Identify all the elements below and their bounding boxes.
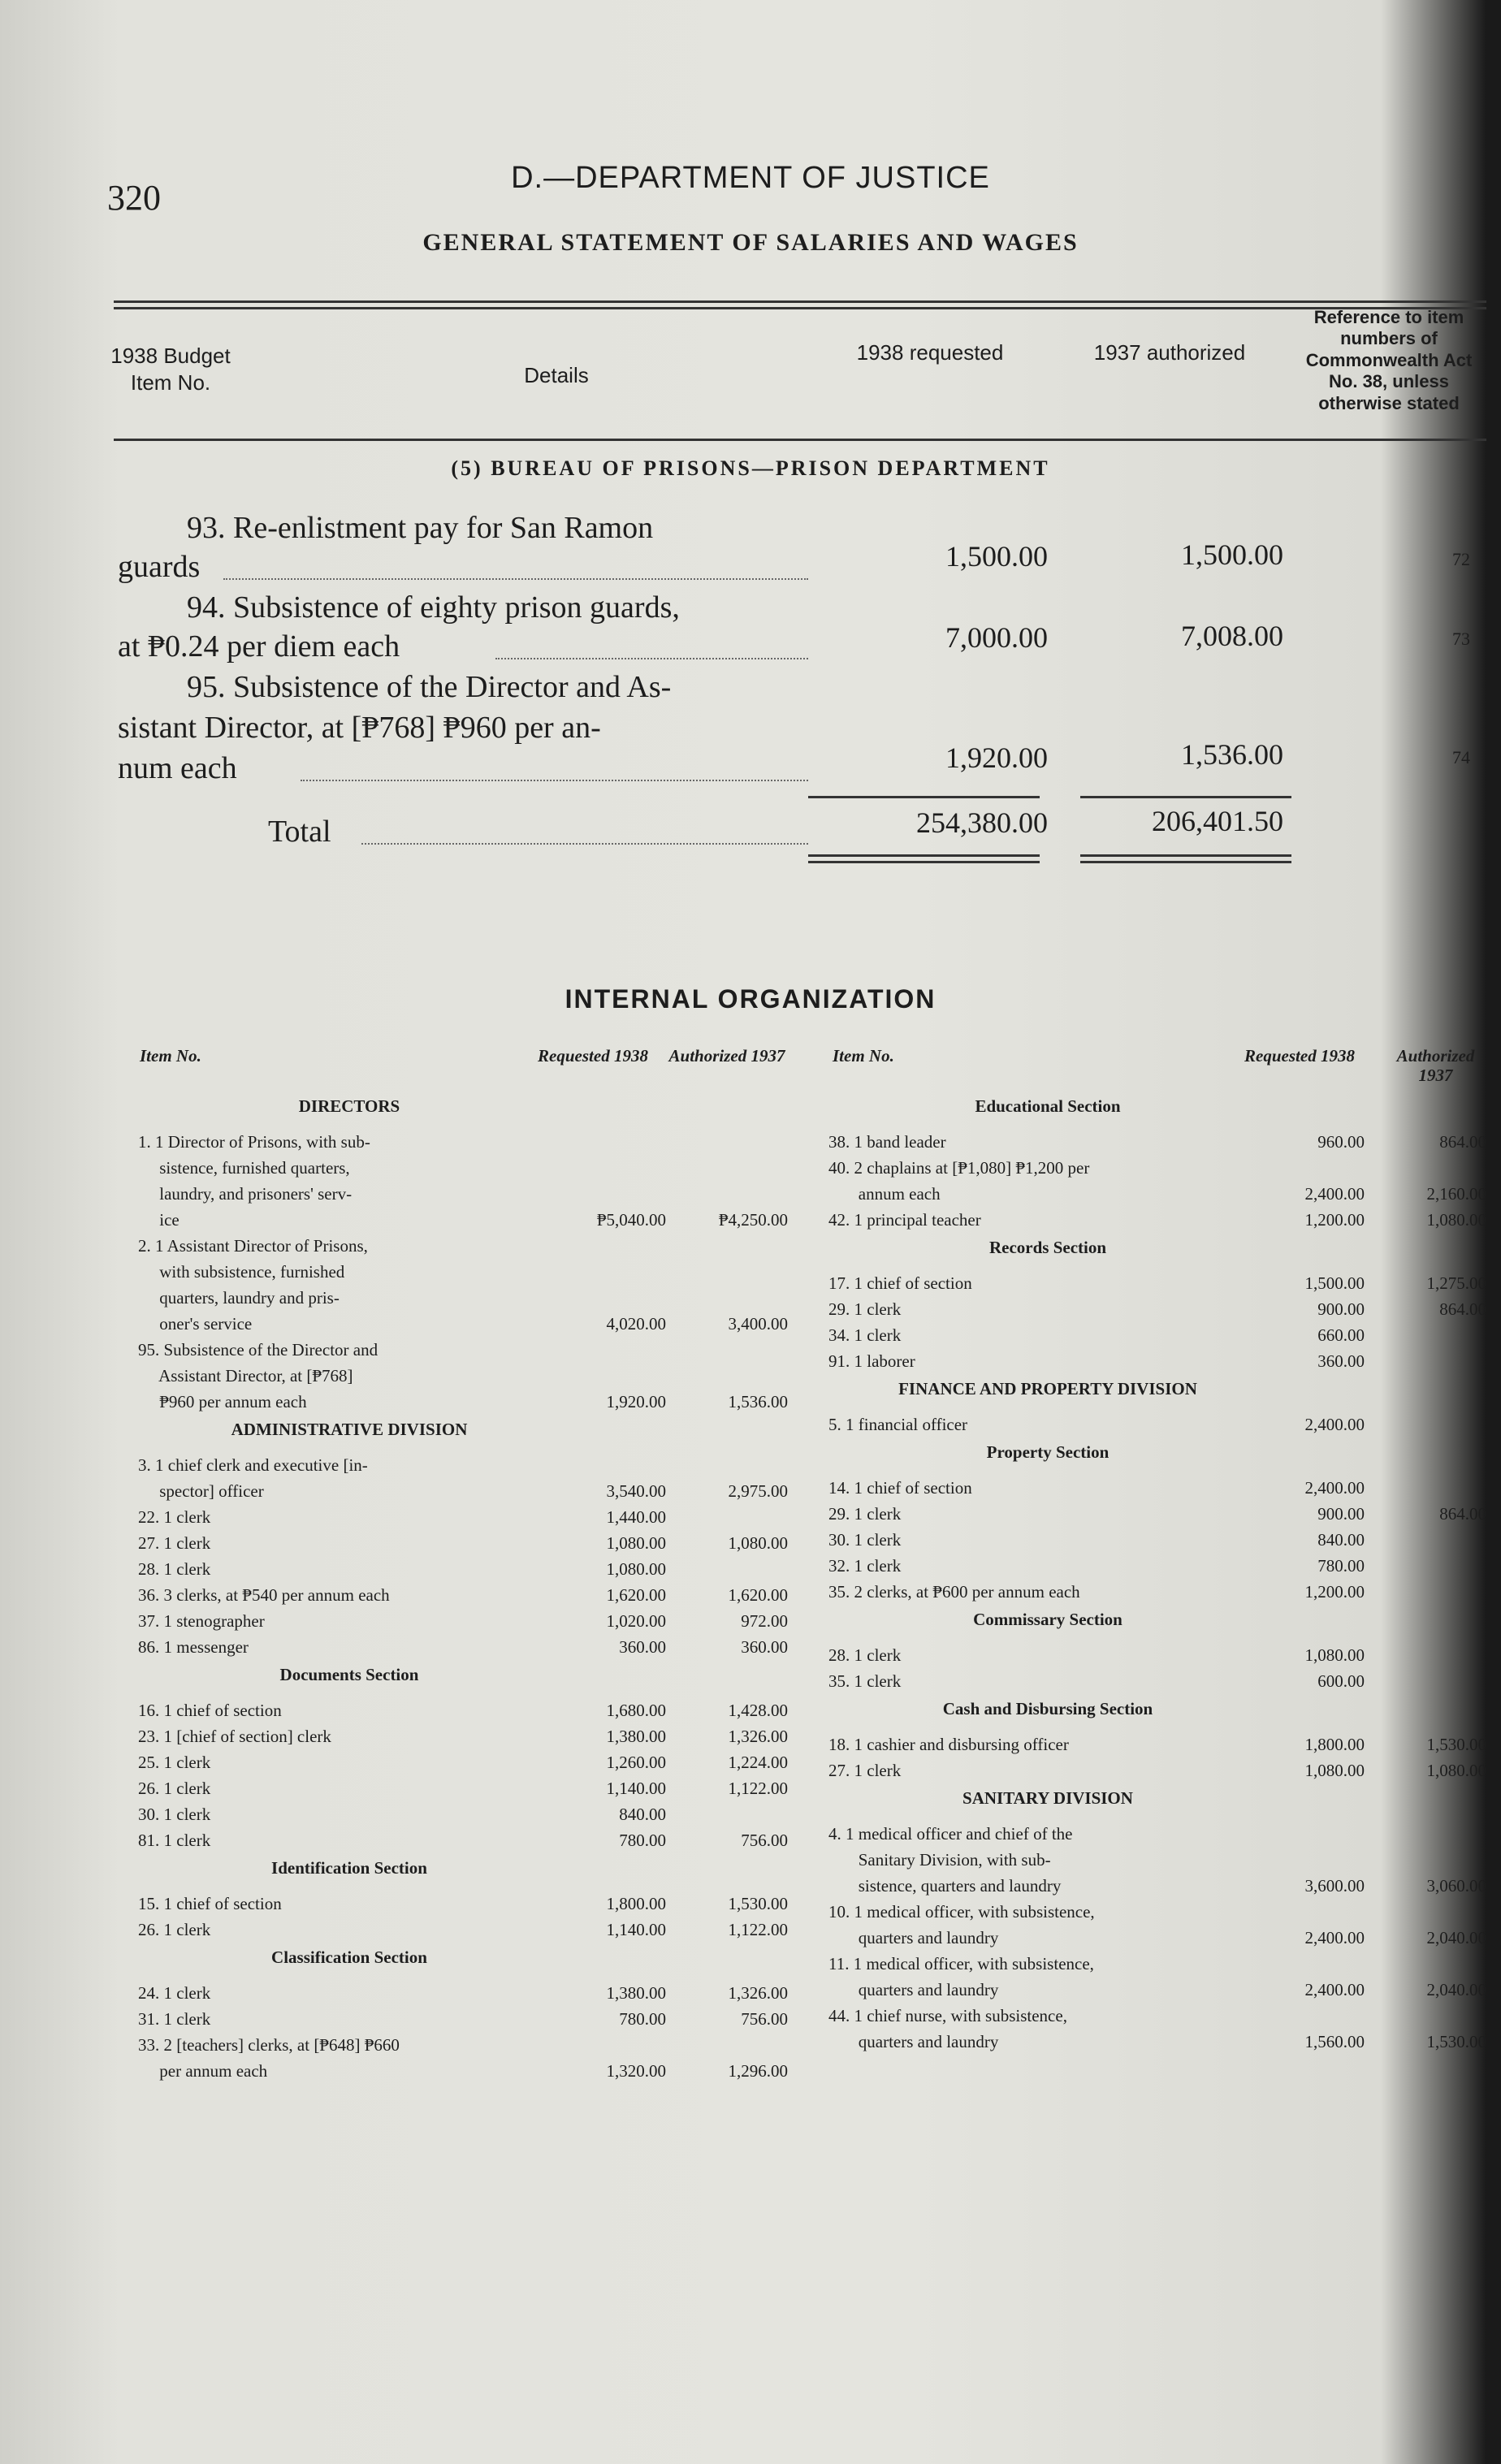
org-row-authorized: 1,122.00 bbox=[728, 1779, 788, 1798]
item-94-line2: at ₱0.24 per diem each bbox=[118, 629, 400, 664]
org-row-text: 26. 1 clerk bbox=[138, 1920, 211, 1939]
org-row-text: annum each bbox=[828, 1184, 941, 1204]
org-row-requested: 360.00 bbox=[1317, 1351, 1365, 1371]
org-row-requested: 1,080.00 bbox=[606, 1559, 666, 1579]
section-heading: FINANCE AND PROPERTY DIVISION bbox=[898, 1379, 1197, 1398]
org-row bbox=[138, 1582, 796, 1608]
org-row-text: 30. 1 clerk bbox=[828, 1530, 902, 1550]
org-row-authorized: 1,326.00 bbox=[728, 1983, 788, 2003]
section-heading: ADMINISTRATIVE DIVISION bbox=[231, 1420, 468, 1439]
org-row-text: 14. 1 chief of section bbox=[828, 1478, 972, 1498]
org-row-text: quarters, laundry and pris- bbox=[138, 1288, 340, 1308]
org-row-text: with subsistence, furnished bbox=[138, 1262, 345, 1282]
org-row-text: 42. 1 principal teacher bbox=[828, 1210, 981, 1230]
org-row-text: 34. 1 clerk bbox=[828, 1325, 902, 1345]
org-row bbox=[138, 1285, 796, 1311]
org-row-requested: 780.00 bbox=[619, 2009, 666, 2029]
internal-right-column bbox=[828, 1092, 1490, 2196]
org-row-authorized: 1,536.00 bbox=[728, 1392, 788, 1411]
org-row bbox=[828, 1951, 1495, 1977]
org-row-text: 11. 1 medical officer, with subsistence, bbox=[828, 1954, 1094, 1973]
item-94-authorized: 7,008.00 bbox=[1181, 620, 1283, 652]
org-row bbox=[138, 1311, 796, 1337]
org-row-requested: 1,140.00 bbox=[606, 1779, 666, 1798]
org-row bbox=[828, 1821, 1495, 1847]
org-row bbox=[828, 1348, 1495, 1374]
org-row bbox=[828, 1501, 1495, 1527]
org-row-requested: 1,500.00 bbox=[1304, 1273, 1365, 1293]
org-row bbox=[828, 1270, 1495, 1296]
total-leader bbox=[361, 843, 808, 845]
org-row bbox=[138, 1478, 796, 1504]
section-heading: Identification Section bbox=[271, 1858, 427, 1878]
org-row-text: 26. 1 clerk bbox=[138, 1779, 211, 1798]
section-heading: Cash and Disbursing Section bbox=[942, 1699, 1153, 1718]
org-row-text: 81. 1 clerk bbox=[138, 1831, 211, 1850]
org-row-text: quarters and laundry bbox=[828, 2032, 999, 2051]
org-row-text: quarters and laundry bbox=[828, 1980, 999, 1999]
org-row bbox=[828, 1899, 1495, 1925]
org-row-requested: 2,400.00 bbox=[1304, 1415, 1365, 1434]
total-double-rule-auth-2 bbox=[1080, 861, 1291, 863]
org-row-authorized: 1,296.00 bbox=[728, 2061, 788, 2081]
org-row-requested: 900.00 bbox=[1317, 1504, 1365, 1524]
internal-organization-title: INTERNAL ORGANIZATION bbox=[564, 984, 937, 1014]
right-col-item-header: Item No. bbox=[833, 1046, 894, 1066]
left-col-item-header: Item No. bbox=[140, 1046, 201, 1066]
item-93-requested: 1,500.00 bbox=[945, 540, 1048, 573]
subtotal-rule-auth bbox=[1080, 796, 1291, 798]
org-row bbox=[828, 1847, 1495, 1873]
page-number: 320 bbox=[107, 178, 161, 218]
org-row-authorized: ₱4,250.00 bbox=[718, 1210, 788, 1230]
org-row-text: Sanitary Division, with sub- bbox=[828, 1850, 1051, 1870]
org-row bbox=[138, 1155, 796, 1181]
org-row-authorized: 1,275.00 bbox=[1426, 1273, 1486, 1293]
org-row bbox=[138, 2058, 796, 2084]
org-row-requested: 2,400.00 bbox=[1304, 1928, 1365, 1947]
org-row-requested: 1,320.00 bbox=[606, 2061, 666, 2081]
item-93-line2: guards bbox=[118, 550, 201, 584]
header-rule-top-2 bbox=[114, 307, 1486, 309]
org-row-requested: 1,080.00 bbox=[1304, 1761, 1365, 1780]
total-double-rule-req-1 bbox=[808, 854, 1040, 857]
section-heading: Classification Section bbox=[271, 1947, 427, 1967]
org-row bbox=[138, 1363, 796, 1389]
org-row bbox=[828, 1296, 1495, 1322]
org-row bbox=[138, 1827, 796, 1853]
org-row-requested: 1,200.00 bbox=[1304, 1210, 1365, 1230]
org-row-text: spector] officer bbox=[138, 1481, 264, 1501]
org-row-requested: 840.00 bbox=[619, 1805, 666, 1824]
right-col-authorized-header: Authorized 1937 bbox=[1396, 1046, 1475, 1085]
department-title: D.—DEPARTMENT OF JUSTICE bbox=[511, 161, 990, 195]
org-row-text: 23. 1 [chief of section] clerk bbox=[138, 1727, 331, 1746]
org-row-text: 27. 1 clerk bbox=[828, 1761, 902, 1780]
org-row-text: 32. 1 clerk bbox=[828, 1556, 902, 1576]
org-row-text: 30. 1 clerk bbox=[138, 1805, 211, 1824]
org-row bbox=[828, 1553, 1495, 1579]
org-row-text: 16. 1 chief of section bbox=[138, 1701, 282, 1720]
org-row-authorized: 360.00 bbox=[741, 1637, 788, 1657]
org-row-authorized: 756.00 bbox=[741, 1831, 788, 1850]
org-row bbox=[138, 1129, 796, 1155]
org-row-authorized: 1,080.00 bbox=[728, 1533, 788, 1553]
org-row-text: 37. 1 stenographer bbox=[138, 1611, 265, 1631]
org-row-text: 31. 1 clerk bbox=[138, 2009, 211, 2029]
org-row bbox=[138, 1801, 796, 1827]
org-row-text: 38. 1 band leader bbox=[828, 1132, 946, 1152]
org-row-authorized: 1,080.00 bbox=[1426, 1210, 1486, 1230]
org-row bbox=[138, 1337, 796, 1363]
org-row-requested: 1,200.00 bbox=[1304, 1582, 1365, 1602]
item-93-authorized: 1,500.00 bbox=[1181, 538, 1283, 571]
org-row bbox=[828, 1731, 1495, 1757]
org-row-authorized: 1,326.00 bbox=[728, 1727, 788, 1746]
org-row-requested: 1,140.00 bbox=[606, 1920, 666, 1939]
org-row-text: 86. 1 messenger bbox=[138, 1637, 249, 1657]
org-row-requested: 2,400.00 bbox=[1304, 1184, 1365, 1204]
org-row-text: 28. 1 clerk bbox=[138, 1559, 211, 1579]
org-row-requested: 2,400.00 bbox=[1304, 1478, 1365, 1498]
total-label: Total bbox=[268, 815, 331, 849]
org-row-requested: 660.00 bbox=[1317, 1325, 1365, 1345]
org-row-authorized: 2,040.00 bbox=[1426, 1980, 1486, 1999]
org-row-requested: 1,380.00 bbox=[606, 1727, 666, 1746]
org-row-requested: 1,920.00 bbox=[606, 1392, 666, 1411]
org-row-requested: 360.00 bbox=[619, 1637, 666, 1657]
org-row bbox=[828, 2003, 1495, 2029]
org-row-requested: 2,400.00 bbox=[1304, 1980, 1365, 1999]
org-row-requested: 1,800.00 bbox=[606, 1894, 666, 1913]
org-row bbox=[138, 2006, 796, 2032]
org-row-authorized: 1,530.00 bbox=[1426, 2032, 1486, 2051]
org-row-text: ice bbox=[138, 1210, 180, 1230]
org-row-text: 28. 1 clerk bbox=[828, 1645, 902, 1665]
total-authorized: 206,401.50 bbox=[1152, 805, 1283, 837]
org-row-requested: 3,600.00 bbox=[1304, 1876, 1365, 1896]
section-heading: Property Section bbox=[986, 1442, 1110, 1462]
org-row bbox=[138, 1775, 796, 1801]
item-93-line1: 93. Re-enlistment pay for San Ramon bbox=[187, 511, 654, 545]
org-row-text: 24. 1 clerk bbox=[138, 1983, 211, 2003]
col-header-requested: 1938 requested bbox=[856, 340, 1004, 365]
item-95-line2: sistant Director, at [₱768] ₱960 per an- bbox=[118, 711, 601, 745]
bureau-heading: (5) BUREAU OF PRISONS—PRISON DEPARTMENT bbox=[451, 456, 1050, 480]
org-row-authorized: 864.00 bbox=[1439, 1299, 1486, 1319]
org-row bbox=[138, 1452, 796, 1478]
org-row bbox=[138, 1723, 796, 1749]
section-heading: Documents Section bbox=[279, 1665, 419, 1684]
org-row-text: 44. 1 chief nurse, with subsistence, bbox=[828, 2006, 1067, 2025]
org-row-requested: 1,080.00 bbox=[606, 1533, 666, 1553]
item-95-authorized: 1,536.00 bbox=[1181, 738, 1283, 771]
org-row-text: 15. 1 chief of section bbox=[138, 1894, 282, 1913]
org-row-text: 27. 1 clerk bbox=[138, 1533, 211, 1553]
org-row-text: 40. 2 chaplains at [₱1,080] ₱1,200 per bbox=[828, 1158, 1090, 1178]
org-row-requested: 1,620.00 bbox=[606, 1585, 666, 1605]
header-rule-bottom bbox=[114, 439, 1486, 441]
col-header-authorized: 1937 authorized bbox=[1093, 340, 1246, 365]
total-double-rule-auth-1 bbox=[1080, 854, 1291, 857]
org-row-requested: 1,080.00 bbox=[1304, 1645, 1365, 1665]
item-94-line1: 94. Subsistence of eighty prison guards, bbox=[187, 590, 680, 625]
org-row-text: 35. 2 clerks, at ₱600 per annum each bbox=[828, 1582, 1080, 1602]
org-row bbox=[828, 1322, 1495, 1348]
org-row-text: 29. 1 clerk bbox=[828, 1504, 902, 1524]
org-row bbox=[138, 1207, 796, 1233]
org-row-authorized: 864.00 bbox=[1439, 1504, 1486, 1524]
org-row-text: 10. 1 medical officer, with subsistence, bbox=[828, 1902, 1095, 1921]
org-row-requested: 780.00 bbox=[619, 1831, 666, 1850]
left-col-authorized-header: Authorized 1937 bbox=[668, 1046, 785, 1066]
org-row bbox=[138, 1556, 796, 1582]
org-row bbox=[138, 1259, 796, 1285]
item-94-leader bbox=[495, 658, 808, 659]
org-row-requested: 4,020.00 bbox=[606, 1314, 666, 1334]
col-header-item: 1938 Budget Item No. bbox=[110, 344, 231, 395]
org-row-authorized: 756.00 bbox=[741, 2009, 788, 2029]
org-row-text: 1. 1 Director of Prisons, with sub- bbox=[138, 1132, 370, 1152]
org-row bbox=[138, 1181, 796, 1207]
org-row bbox=[828, 1129, 1495, 1155]
org-row-text: 33. 2 [teachers] clerks, at [₱648] ₱660 bbox=[138, 2035, 400, 2055]
org-row bbox=[138, 1891, 796, 1917]
org-row-text: 17. 1 chief of section bbox=[828, 1273, 972, 1293]
item-93-reference: 72 bbox=[1452, 549, 1470, 569]
item-94-reference: 73 bbox=[1452, 629, 1470, 649]
item-95-reference: 74 bbox=[1452, 747, 1470, 767]
org-row bbox=[828, 1411, 1495, 1437]
org-row bbox=[138, 1608, 796, 1634]
org-row-authorized: 3,060.00 bbox=[1426, 1876, 1486, 1896]
org-row bbox=[828, 1757, 1495, 1783]
section-heading: Educational Section bbox=[975, 1096, 1121, 1116]
org-row-text: sistence, quarters and laundry bbox=[828, 1876, 1062, 1896]
org-row bbox=[138, 1530, 796, 1556]
header-rule-top bbox=[114, 300, 1486, 303]
org-row-requested: 1,560.00 bbox=[1304, 2032, 1365, 2051]
org-row bbox=[138, 1980, 796, 2006]
org-row-text: 36. 3 clerks, at ₱540 per annum each bbox=[138, 1585, 390, 1605]
org-row bbox=[138, 1634, 796, 1660]
org-row bbox=[828, 1977, 1495, 2003]
org-row bbox=[138, 2032, 796, 2058]
org-row bbox=[828, 1181, 1495, 1207]
org-row-authorized: 2,040.00 bbox=[1426, 1928, 1486, 1947]
org-row-text: 2. 1 Assistant Director of Prisons, bbox=[138, 1236, 368, 1256]
section-heading: DIRECTORS bbox=[298, 1096, 400, 1116]
org-row-text: ₱960 per annum each bbox=[138, 1392, 307, 1411]
org-row-requested: 1,680.00 bbox=[606, 1701, 666, 1720]
org-row-text: 4. 1 medical officer and chief of the bbox=[828, 1824, 1073, 1844]
org-row-requested: 1,020.00 bbox=[606, 1611, 666, 1631]
section-heading: Commissary Section bbox=[973, 1610, 1123, 1629]
org-row-text: per annum each bbox=[138, 2061, 268, 2081]
org-row-authorized: 1,122.00 bbox=[728, 1920, 788, 1939]
org-row-text: 22. 1 clerk bbox=[138, 1507, 211, 1527]
org-row-requested: 960.00 bbox=[1317, 1132, 1365, 1152]
org-row-requested: 900.00 bbox=[1317, 1299, 1365, 1319]
total-double-rule-req-2 bbox=[808, 861, 1040, 863]
item-95-requested: 1,920.00 bbox=[945, 741, 1048, 774]
org-row-text: 3. 1 chief clerk and executive [in- bbox=[138, 1455, 368, 1475]
org-row-authorized: 2,160.00 bbox=[1426, 1184, 1486, 1204]
col-header-details: Details bbox=[524, 363, 589, 387]
org-row bbox=[828, 1873, 1495, 1899]
section-heading: Records Section bbox=[988, 1238, 1107, 1257]
org-row-requested: 1,380.00 bbox=[606, 1983, 666, 2003]
org-row-text: 95. Subsistence of the Director and bbox=[138, 1340, 378, 1360]
internal-left-column bbox=[138, 1092, 804, 2196]
org-row-authorized: 1,620.00 bbox=[728, 1585, 788, 1605]
org-row-authorized: 864.00 bbox=[1439, 1132, 1486, 1152]
org-row-authorized: 1,530.00 bbox=[1426, 1735, 1486, 1754]
org-row-text: quarters and laundry bbox=[828, 1928, 999, 1947]
org-row bbox=[828, 1642, 1495, 1668]
org-row-requested: 1,260.00 bbox=[606, 1753, 666, 1772]
org-row bbox=[138, 1697, 796, 1723]
org-row-authorized: 1,080.00 bbox=[1426, 1761, 1486, 1780]
section-heading: SANITARY DIVISION bbox=[962, 1788, 1133, 1808]
org-row bbox=[138, 1749, 796, 1775]
org-row-text: 35. 1 clerk bbox=[828, 1671, 902, 1691]
item-93-leader bbox=[223, 578, 808, 580]
org-row bbox=[138, 1389, 796, 1415]
org-row-text: 18. 1 cashier and disbursing officer bbox=[828, 1735, 1069, 1754]
org-row-text: sistence, furnished quarters, bbox=[138, 1158, 350, 1178]
org-row bbox=[138, 1233, 796, 1259]
org-row bbox=[828, 1527, 1495, 1553]
left-col-requested-header: Requested 1938 bbox=[538, 1046, 648, 1066]
org-row bbox=[138, 1504, 796, 1530]
org-row-text: laundry, and prisoners' serv- bbox=[138, 1184, 353, 1204]
org-row-text: 5. 1 financial officer bbox=[828, 1415, 968, 1434]
item-95-leader bbox=[301, 780, 808, 781]
org-row-authorized: 3,400.00 bbox=[728, 1314, 788, 1334]
org-row bbox=[828, 1155, 1495, 1181]
org-row bbox=[828, 1579, 1495, 1605]
org-row-authorized: 972.00 bbox=[741, 1611, 788, 1631]
subtotal-rule-req bbox=[808, 796, 1040, 798]
org-row-authorized: 1,224.00 bbox=[728, 1753, 788, 1772]
org-row-authorized: 1,530.00 bbox=[728, 1894, 788, 1913]
org-row bbox=[828, 1668, 1495, 1694]
org-row-text: 29. 1 clerk bbox=[828, 1299, 902, 1319]
org-row-text: Assistant Director, at [₱768] bbox=[138, 1366, 353, 1385]
org-row bbox=[138, 1917, 796, 1943]
org-row-requested: 780.00 bbox=[1317, 1556, 1365, 1576]
org-row bbox=[828, 2029, 1495, 2055]
org-row bbox=[828, 1207, 1495, 1233]
org-row-requested: ₱5,040.00 bbox=[596, 1210, 666, 1230]
org-row bbox=[828, 1475, 1495, 1501]
org-row-text: 91. 1 laborer bbox=[828, 1351, 915, 1371]
statement-subtitle: GENERAL STATEMENT OF SALARIES AND WAGES bbox=[422, 229, 1079, 256]
org-row bbox=[828, 1925, 1495, 1951]
right-col-requested-header: Requested 1938 bbox=[1244, 1046, 1355, 1066]
org-row-requested: 1,440.00 bbox=[606, 1507, 666, 1527]
col-header-reference: Reference to item numbers of Commonwealth Act No. 38, unless otherwise stated bbox=[1305, 307, 1473, 413]
total-requested: 254,380.00 bbox=[916, 806, 1048, 839]
item-95-line1: 95. Subsistence of the Director and As- bbox=[187, 670, 672, 704]
org-row-requested: 600.00 bbox=[1317, 1671, 1365, 1691]
org-row-requested: 840.00 bbox=[1317, 1530, 1365, 1550]
org-row-authorized: 1,428.00 bbox=[728, 1701, 788, 1720]
org-row-requested: 3,540.00 bbox=[606, 1481, 666, 1501]
org-row-authorized: 2,975.00 bbox=[728, 1481, 788, 1501]
org-row-text: oner's service bbox=[138, 1314, 253, 1334]
item-94-requested: 7,000.00 bbox=[945, 621, 1048, 654]
org-row-requested: 1,800.00 bbox=[1304, 1735, 1365, 1754]
org-row-text: 25. 1 clerk bbox=[138, 1753, 211, 1772]
item-95-line3: num each bbox=[118, 751, 237, 785]
